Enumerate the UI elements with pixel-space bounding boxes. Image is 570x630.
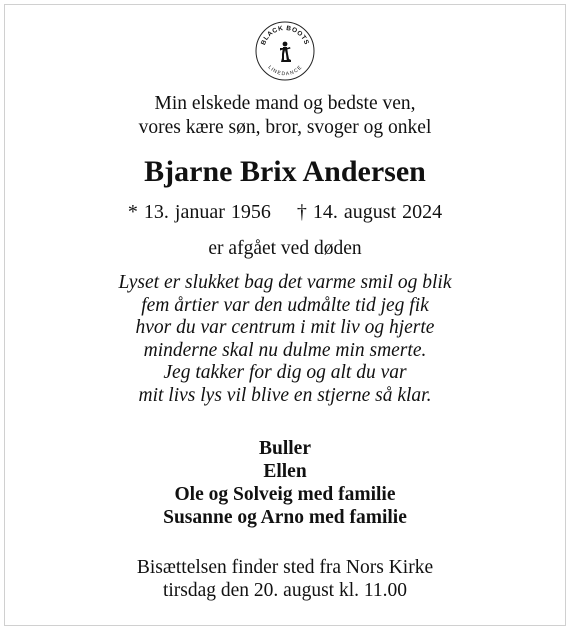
- logo-text-bottom: LINEDANCE: [266, 64, 304, 78]
- deceased-name: Bjarne Brix Andersen: [144, 155, 426, 188]
- boot-logo-icon: [254, 20, 316, 82]
- poem: [0, 272, 570, 407]
- funeral-line: Bisættelsen finder sted fra Nors Kirke: [136, 557, 434, 578]
- svg-text:LINEDANCE: [267, 65, 304, 78]
- signer-name: Ellen: [263, 461, 307, 482]
- signer-name: Ole og Solveig med familie: [174, 484, 396, 505]
- funeral-info: [0, 556, 570, 602]
- poem-line: fem årtier var den udmålte tid jeg fik: [141, 294, 429, 316]
- signer-name: Buller: [259, 438, 311, 459]
- passed-away-text: er afgået ved døden: [208, 238, 362, 259]
- intro-line: vores kære søn, bror, svoger og onkel: [138, 117, 432, 138]
- signers-list: [0, 437, 570, 529]
- boot-figure: [280, 42, 291, 62]
- intro-text: [0, 92, 570, 140]
- birth-date: * 13. januar 1956: [127, 201, 271, 223]
- poem-line: hvor du var centrum i mit liv og hjerte: [135, 317, 435, 338]
- funeral-line: tirsdag den 20. august kl. 11.00: [162, 580, 408, 601]
- intro-line: Min elskede mand og bedste ven,: [154, 93, 416, 114]
- death-date: † 14. august 2024: [296, 201, 443, 223]
- poem-line: Lyset er slukket bag det varme smil og blik: [118, 272, 452, 293]
- poem-line: Jeg takker for dig og alt du var: [163, 362, 407, 383]
- poem-line: mit livs lys vil blive en stjerne så klar.: [138, 384, 432, 406]
- signer-name: Susanne og Arno med familie: [163, 507, 407, 528]
- logo-text-top: BLACK BOOTS: [259, 24, 311, 47]
- life-dates: [0, 199, 570, 225]
- poem-line: minderne skal nu dulme min smerte.: [143, 339, 427, 361]
